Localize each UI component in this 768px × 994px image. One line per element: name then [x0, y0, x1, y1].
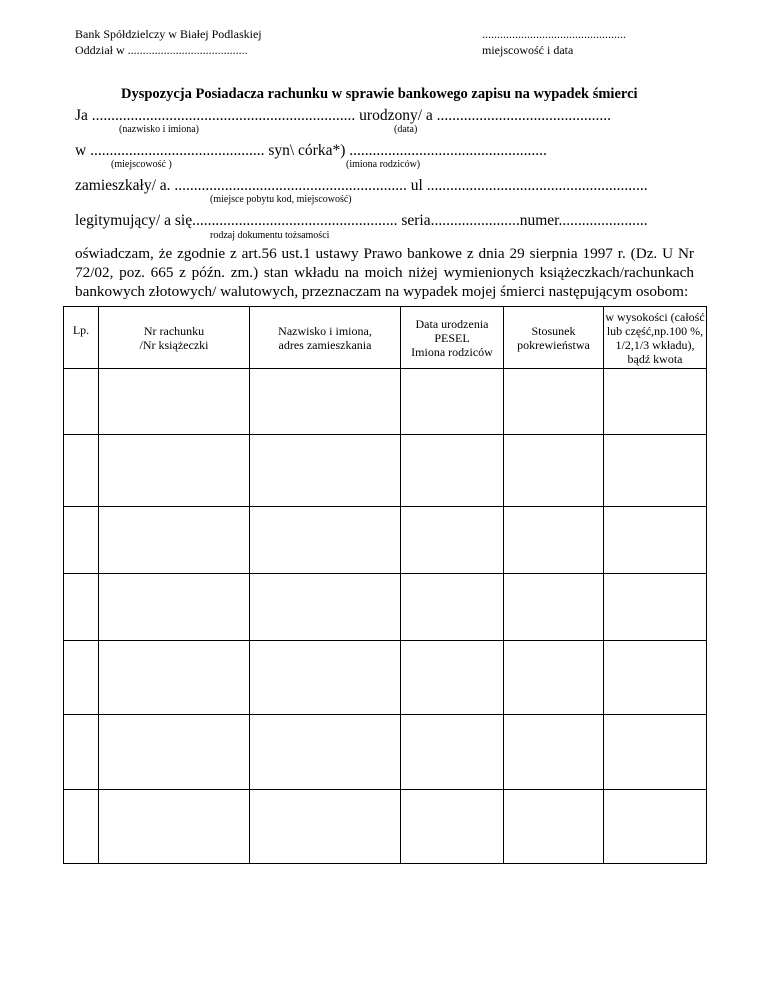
table-row — [64, 507, 707, 574]
relationship-cell[interactable] — [504, 715, 604, 790]
header-name-address-text: Nazwisko i imiona, adres zamieszkania — [278, 323, 372, 352]
relationship-cell[interactable] — [504, 574, 604, 641]
name-cell[interactable] — [250, 790, 401, 864]
name-cell[interactable] — [250, 369, 401, 435]
header-lp-text: Lp. — [72, 323, 90, 337]
document-title: Dyspozycja Posiadacza rachunku w sprawie bankowego zapisu na wypadek śmierci — [121, 86, 638, 102]
relationship-cell[interactable] — [504, 641, 604, 715]
id-document-line: legitymujący/ a się..................................................... seria.......................numer....................... — [75, 212, 648, 229]
relationship-cell[interactable] — [504, 369, 604, 435]
account-cell[interactable] — [99, 790, 250, 864]
amount-cell[interactable] — [604, 790, 707, 864]
amount-cell[interactable] — [604, 435, 707, 507]
name-birthdate-line: Ja .................................................................... urodzony/ a ............................................. — [75, 107, 612, 124]
lp-cell[interactable] — [64, 574, 99, 641]
id-document-label: rodzaj dokumentu tożsamości — [210, 230, 330, 241]
amount-cell[interactable] — [604, 507, 707, 574]
birth-cell[interactable] — [401, 369, 504, 435]
header-relationship-text: Stosunek pokrewieństwa — [517, 323, 590, 352]
amount-cell[interactable] — [604, 369, 707, 435]
table-row — [64, 715, 707, 790]
relationship-cell[interactable] — [504, 435, 604, 507]
beneficiaries-table — [63, 306, 707, 864]
header-birth-pesel-parents-text: Data urodzenia PESEL Imiona rodziców — [411, 316, 493, 359]
name-cell[interactable] — [250, 641, 401, 715]
header-amount-text: w wysokości (całość lub część,np.100 %, 1/2,1/3 wkładu), bądź kwota — [605, 309, 705, 366]
lp-cell[interactable] — [64, 715, 99, 790]
birthplace-parents-line: w ............................................. syn\ córka*) ................................................... — [75, 142, 547, 159]
table-header-row — [64, 307, 707, 369]
name-cell[interactable] — [250, 715, 401, 790]
lp-cell[interactable] — [64, 641, 99, 715]
place-date-dots: ................................................ — [482, 27, 626, 41]
header-birth-pesel-parents — [401, 307, 504, 369]
table-row — [64, 641, 707, 715]
table-row — [64, 574, 707, 641]
declaration-paragraph: oświadczam, że zgodnie z art.56 ust.1 ustawy Prawo bankowe z dnia 29 sierpnia 1997 r. (Dz. U Nr 72/02, poz. 665 z późn. zm.) stan wkładu na moich niżej wymienionych książeczkach/rachunkach bankowych złotowych/ walutowych, przeznaczam na wypadek mojej śmierci następującym osobom: — [75, 245, 694, 300]
account-cell[interactable] — [99, 641, 250, 715]
address-label: (miejsce pobytu kod, miejscowość) — [210, 194, 352, 205]
account-cell[interactable] — [99, 715, 250, 790]
birthplace-label: (miejscowość ) — [111, 159, 172, 170]
lp-cell[interactable] — [64, 369, 99, 435]
header-relationship — [504, 307, 604, 369]
place-date-label: miejscowość i data — [482, 43, 574, 57]
name-label: (nazwisko i imiona) — [119, 124, 199, 135]
account-cell[interactable] — [99, 507, 250, 574]
birth-cell[interactable] — [401, 507, 504, 574]
birth-cell[interactable] — [401, 790, 504, 864]
account-cell[interactable] — [99, 369, 250, 435]
account-cell[interactable] — [99, 435, 250, 507]
table-row — [64, 790, 707, 864]
birth-cell[interactable] — [401, 715, 504, 790]
parents-label: (imiona rodziców) — [346, 159, 421, 170]
address-line: zamieszkały/ a. ............................................................ ul ......................................................... — [75, 177, 648, 194]
header-account-number — [99, 307, 250, 369]
amount-cell[interactable] — [604, 715, 707, 790]
amount-cell[interactable] — [604, 641, 707, 715]
header-account-number-text: Nr rachunku /Nr książeczki — [139, 323, 209, 352]
name-cell[interactable] — [250, 435, 401, 507]
birth-cell[interactable] — [401, 435, 504, 507]
birth-cell[interactable] — [401, 574, 504, 641]
birth-cell[interactable] — [401, 641, 504, 715]
name-cell[interactable] — [250, 574, 401, 641]
header-lp — [64, 307, 99, 369]
branch-field: Oddział w ........................................ — [75, 43, 248, 57]
bank-name: Bank Spółdzielczy w Białej Podlaskiej — [75, 27, 262, 41]
header-name-address — [250, 307, 401, 369]
lp-cell[interactable] — [64, 507, 99, 574]
header-amount — [604, 307, 707, 369]
amount-cell[interactable] — [604, 574, 707, 641]
relationship-cell[interactable] — [504, 507, 604, 574]
lp-cell[interactable] — [64, 435, 99, 507]
name-cell[interactable] — [250, 507, 401, 574]
account-cell[interactable] — [99, 574, 250, 641]
table-row — [64, 369, 707, 435]
date-label: (data) — [394, 124, 418, 135]
table-row — [64, 435, 707, 507]
relationship-cell[interactable] — [504, 790, 604, 864]
lp-cell[interactable] — [64, 790, 99, 864]
